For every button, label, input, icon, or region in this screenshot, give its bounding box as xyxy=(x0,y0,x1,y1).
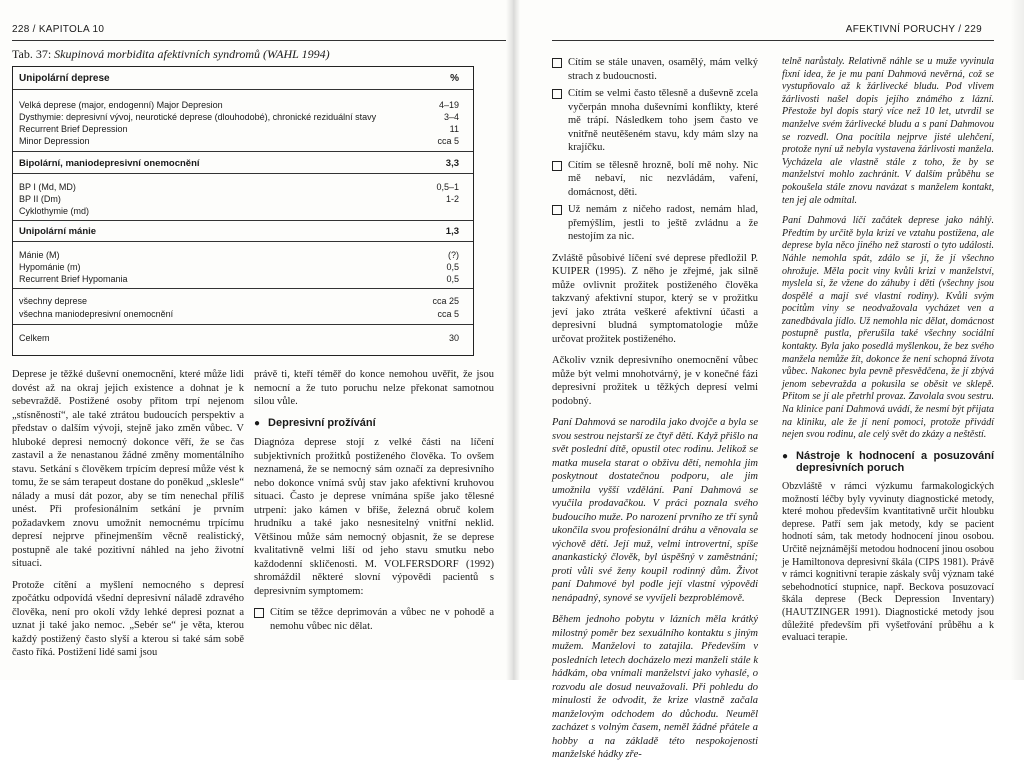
body-paragraph: Obzvláště v rámci výzkumu farmakologických možností léčby byly vyvinuty diagnostické metody, které mohou především kvantitativně určit hloubku deprese. Patří sem jak metody, kdy se pacient hodnotí sám, tak metody hodnocení jinou osobou. Určitě nejznámější metodou hodnocení jinou osobou je Hamiltonova depresivní škála (CIPS 1981). Právě v rámci kognitivní terapie záskaly svůj význam také sebehodnotící stupnice, např. Beckova posuzovací škála deprese (Beck Depression Inventary) (HAUTZINGER 1991). Diagnostické metody jsou důležité především při vyšetřování průběhu a k evaluaci terapie. xyxy=(782,481,994,644)
body-paragraph: Zvláště působivé líčení své deprese předložil P. KUIPER (1995). Z něho je zřejmé, jak silně může ovlivnit prožitek postiženého člověka takzvaný afektivní stupor, který se v prožitku jeví jako ztráta veškeré afektivní účasti a depresivní bludná symptomatologie může určovat prožitek postiženého. xyxy=(552,252,758,345)
checkbox-bullet-icon xyxy=(552,161,562,171)
table-total-value: 30 xyxy=(448,333,459,343)
morbidity-table xyxy=(12,66,474,356)
table-cell-value: cca 5 xyxy=(437,309,459,319)
case-paragraph: Během jednoho pobytu v lázních měla krátký milostný poměr bez sexuálního kontaktu s jiným mužem. Manželovi to zatajila. Především v posledních letech docházelo mezi manželi stále k hádkám, oba vnímali manželství jako vyhaslé, o rozvodu ale dosud neuvažovali. Při pohledu do minulosti že odvodit, že krize vlastně začala manželovým odchodem do důchodu. Neuměl zacházet s volným časem, neměl žádné přátele a hobby a na základě této nespokojenosti manželské hádky zře- xyxy=(552,614,758,760)
left-header-rule xyxy=(12,40,506,41)
section-heading xyxy=(254,417,494,431)
table-divider xyxy=(13,241,473,242)
checkbox-bullet-icon xyxy=(552,89,562,99)
bullet-dot-icon: ● xyxy=(782,450,789,462)
table-row xyxy=(19,226,467,237)
table-row xyxy=(19,112,467,122)
checkbox-bullet-icon xyxy=(254,608,264,618)
table-row xyxy=(19,274,467,284)
table-cell-label: Minor Depression xyxy=(19,136,90,146)
table-cell-label: Velká deprese (major, endogenní) Major Depresion xyxy=(19,100,223,110)
table-cell-label: Recurrent Brief Hypomania xyxy=(19,274,128,284)
table-header-label: Unipolární deprese xyxy=(19,73,110,84)
section-heading-text: Depresivní prožívání xyxy=(268,416,376,429)
table-cell-label: Cyklothymie (md) xyxy=(19,206,90,216)
table-row xyxy=(19,73,467,84)
case-paragraph: Paní Dahmová se narodila jako dvojče a byla se svou sestrou nejstarší ze čtyř dětí. Když přišlo na svět poslední dítě, opustil otec rodinu. Jelikož se matka musela starat o obživu dětí, nemohla jim poskytnout dostatečnou podporu, ale jim umožnila vyšší vzdělání. Paní Dahmová se vyučila prodavačkou. V práci poznala svého budoucího muže. Po narození prvního ze tří synů ukončila svou profesionální dráhu a věnovala se výchově dětí. Její muž, velmi introvertní, spíše anankastický člověk, byl úspěšný v zaměstnání; proti vůli své ženy koupil rodinný dům. Život paní Dahmové byl podle její vlastní výpovědi nenápadný, synové se vyvíjeli bezproblémově. xyxy=(552,417,758,604)
table-divider xyxy=(13,220,473,221)
table-cell-value: cca 5 xyxy=(437,136,459,146)
table-row xyxy=(19,182,467,192)
table-divider xyxy=(13,288,473,289)
body-paragraph: Diagnóza deprese stojí z velké části na líčení subjektivních prožitků postiženého člověka. To ovšem neznamená, že se nemocný sám označí za depresivního nebo dokonce vnímá svůj stav jako afektivní kruhovou situaci. Často je deprese vnímána spíše jako tělesné utrpení: jako kámen v břiše, železná obruč kolem hrudníku a také jako nesnesitelný vnitřní neklid. Většinou může sám nemocný objasnit, že se deprese kvalitativně velmi liší od jeho stavu smutku nebo každodenní sklíčenosti. M. VOLFERSDORF (1992) shromáždil některé slovní výpovědi pacientů s depresivním symptomem: xyxy=(254,437,494,597)
list-item-text: Cítím se těžce deprimován a vůbec ne v pohodě a nemohu vůbec nic dělat. xyxy=(270,607,494,632)
list-item-text: Cítím se stále unaven, osamělý, mám velký strach z budoucnosti. xyxy=(568,57,758,82)
table-row xyxy=(19,206,467,216)
table-cell-value: 0,5 xyxy=(446,262,459,272)
table-divider xyxy=(13,324,473,325)
checkbox-bullet-icon xyxy=(552,205,562,215)
list-item xyxy=(552,203,758,244)
table-row xyxy=(19,333,467,343)
table-cell-value: 0,5–1 xyxy=(436,182,459,192)
table-header-unit: % xyxy=(450,73,459,84)
bullet-dot-icon: ● xyxy=(254,417,261,429)
table-row xyxy=(19,250,467,260)
list-item xyxy=(552,56,758,83)
case-paragraph: telně narůstaly. Relativně náhle se u muže vyvinula fixní idea, že je mu paní Dahmová nevěrná, což se vystupňovalo až k žárlivecké bludu. Pod vlivem žárlivosti našel dopis jejího známého z lázní. Přestože byl dopis starý více než 10 let, utvrdil se manželve svém žárlivecké bludu a s paní Dahmovou se rozvedl. Ona pocítila nejprve jisté ulehčení, protože nyní už nebyla vystavena žárlivosti manžela. Vycházela ale vlastně stále z toho, že by se manželství mohlo zachránit. V dalším průběhu se pokoušela stále znovu navázat s manželem kontakt, ten jej ale odmítal. xyxy=(782,56,994,206)
checkbox-bullet-icon xyxy=(552,58,562,68)
table-cell-value: cca 25 xyxy=(432,296,459,306)
table-row xyxy=(19,124,467,134)
right-page-column-2 xyxy=(782,56,994,653)
body-paragraph: Protože cítění a myšlení nemocného s depresí zpočátku odpovídá všední depresivní náladě zdravého člověka, není pro okolí vždy lehké depresi poznat a uznat ji také jako nemoc. „Sebér se“ je věta, kterou každý postižený často slyší a kterou si také sám sobě často říká. Postižení lidé sami jsou xyxy=(12,579,244,658)
table-section-label: Bipolární, maniodepresivní onemocnění xyxy=(19,158,200,169)
table-cell-label: BP I (Md, MD) xyxy=(19,182,76,192)
list-item xyxy=(552,87,758,155)
case-paragraph: Paní Dahmová líčí začátek deprese jako náhlý. Předtím by určitě byla krizí ve vztahu postižena, ale deprese byla něco jiného než starosti o tyto události. Náhle nemohla spát, zdálo se jí, že jí všechno ohrožuje. Měla pocit viny kvůli krizi v manželství, myslela si, že vžene do záhuby i děti (všechny jsou dospělé a mají své vlastní rodiny). Kvůli svým pocitům viny se neodvažovala vycházet ven a zanedbávala jídlo. Už nemohla nic dělat, domácnost postupně pustla, přerušila také všechny sociální kontakty. Byla jako posedlá myšlenkou, že bez svého manžela nemůže žít, dokonce že není schopná žívota vůbec. Nakonec byla pevně přesvědčena, že jí zbývá jenom sebevražda a pokusila se oběsit ve sklepě. Přitom se jí ale přetrhl provaz. Zavolala svou sestru. Na klinice paní Dahmová uvádí, že nesmí být přijata na kliniku, ale že jí není pomoci, protože přivádí nejen svou rodinu, ale celý svět do zkázy a neštěstí. xyxy=(782,215,994,441)
left-page-column-1 xyxy=(12,368,244,668)
table-cell-label: Recurrent Brief Depression xyxy=(19,124,128,134)
table-divider xyxy=(13,173,473,174)
section-heading xyxy=(782,450,994,475)
list-item xyxy=(254,606,494,633)
table-row xyxy=(19,262,467,272)
page-gutter xyxy=(506,0,520,680)
body-paragraph: Ačkoliv vznik depresivního onemocnění vůbec může být velmi mnohotvárný, je v konečné fázi depresivní prožitek u těžkých depresí velmi podobný. xyxy=(552,355,758,407)
table-section-value: 3,3 xyxy=(445,158,459,169)
table-cell-value: 3–4 xyxy=(443,112,459,122)
table-caption-text: Skupinová morbidita afektivních syndromů (WAHL 1994) xyxy=(54,47,330,61)
right-page-column-1 xyxy=(552,56,758,770)
left-running-head: 228 / KAPITOLA 10 xyxy=(12,24,105,35)
table-section-label: Unipolární mánie xyxy=(19,226,97,237)
table-cell-label: Dysthymie: depresivní vývoj, neurotické deprese (dlouhodobé), chronické reziduální stavy xyxy=(19,112,377,122)
table-divider xyxy=(13,151,473,152)
table-cell-value: 0,5 xyxy=(446,274,459,284)
left-page-column-2 xyxy=(254,368,494,637)
table-caption xyxy=(12,47,506,62)
table-cell-label: všechna maniodepresivní onemocnění xyxy=(19,309,174,319)
right-header-rule xyxy=(552,40,994,41)
body-paragraph: Deprese je těžké duševní onemocnění, které může lidi dovést až na okraj jejich existence a dohnat je k sebevraždě. Postižené osoby přitom trpí nejenom „stísněností“, ale také ztrátou budoucích perspektiv a představ o dalším vývoji, stejně jako změn vůbec. V hluboké depresi nemocný dokonce věří, že se čas zastavil a že nenastanou žádné změny momentálního stavu. Setkání s člověkem trpícím depresí může vést k tomu, že se sám terapeut dostane do poněkud „sklesle“ nálady a musí dát pozor, aby se tím nenechal příliš unést. Při profesionálním setkání je prvním požadavkem znovu umožnit nemocnému trpícímu depresí nejprve přinejmenším věcně realistický, postupně ale také pozitivní náhled na jeho životní situaci. xyxy=(12,369,244,569)
table-row xyxy=(19,136,467,146)
table-cell-value: 1-2 xyxy=(445,194,459,204)
table-row xyxy=(19,194,467,204)
table-row xyxy=(19,309,467,319)
table-cell-label: BP II (Dm) xyxy=(19,194,61,204)
table-cell-value: (?) xyxy=(448,250,459,260)
list-item xyxy=(552,159,758,200)
list-item-text: Cítím se tělesně hrozně, bolí mě nohy. Nic mě nebaví, nic nezvládám, vaření, domácnost, děti. xyxy=(568,159,758,198)
table-divider xyxy=(13,89,473,90)
table-cell-value: 11 xyxy=(449,124,459,134)
section-heading-text: Nástroje k hodnocení a posuzování depresivních poruch xyxy=(796,449,994,475)
table-section-value: 1,3 xyxy=(445,226,459,237)
table-caption-label: Tab. 37: xyxy=(12,47,52,61)
table-cell-label: Hypománie (m) xyxy=(19,262,81,272)
scan-edge-shadow xyxy=(1010,0,1024,680)
right-running-head: AFEKTIVNÍ PORUCHY / 229 xyxy=(845,24,982,35)
body-paragraph: právě ti, kteří téměř do konce nemohou uvěřit, že jsou nemocní a že tuto poruchu nelze překonat samotnou silou vůle. xyxy=(254,369,494,407)
table-row xyxy=(19,158,467,169)
list-item-text: Cítím se velmi často tělesně a duševně zcela vyčerpán mnoha duševními konflikty, které mě trápí. Následkem toho jsem často ve vnitřně neutěšeném stavu, kdy mám slzy na krajíčku. xyxy=(568,88,758,153)
table-cell-value: 4–19 xyxy=(438,100,459,110)
table-cell-label: Mánie (M) xyxy=(19,250,60,260)
table-cell-label: všechny deprese xyxy=(19,296,88,306)
list-item-text: Už nemám z ničeho radost, nemám hlad, přemýšlím, jestli to ještě zvládnu a že nestojím za nic. xyxy=(568,204,758,242)
table-row xyxy=(19,100,467,110)
table-row xyxy=(19,296,467,306)
table-total-label: Celkem xyxy=(19,333,50,343)
